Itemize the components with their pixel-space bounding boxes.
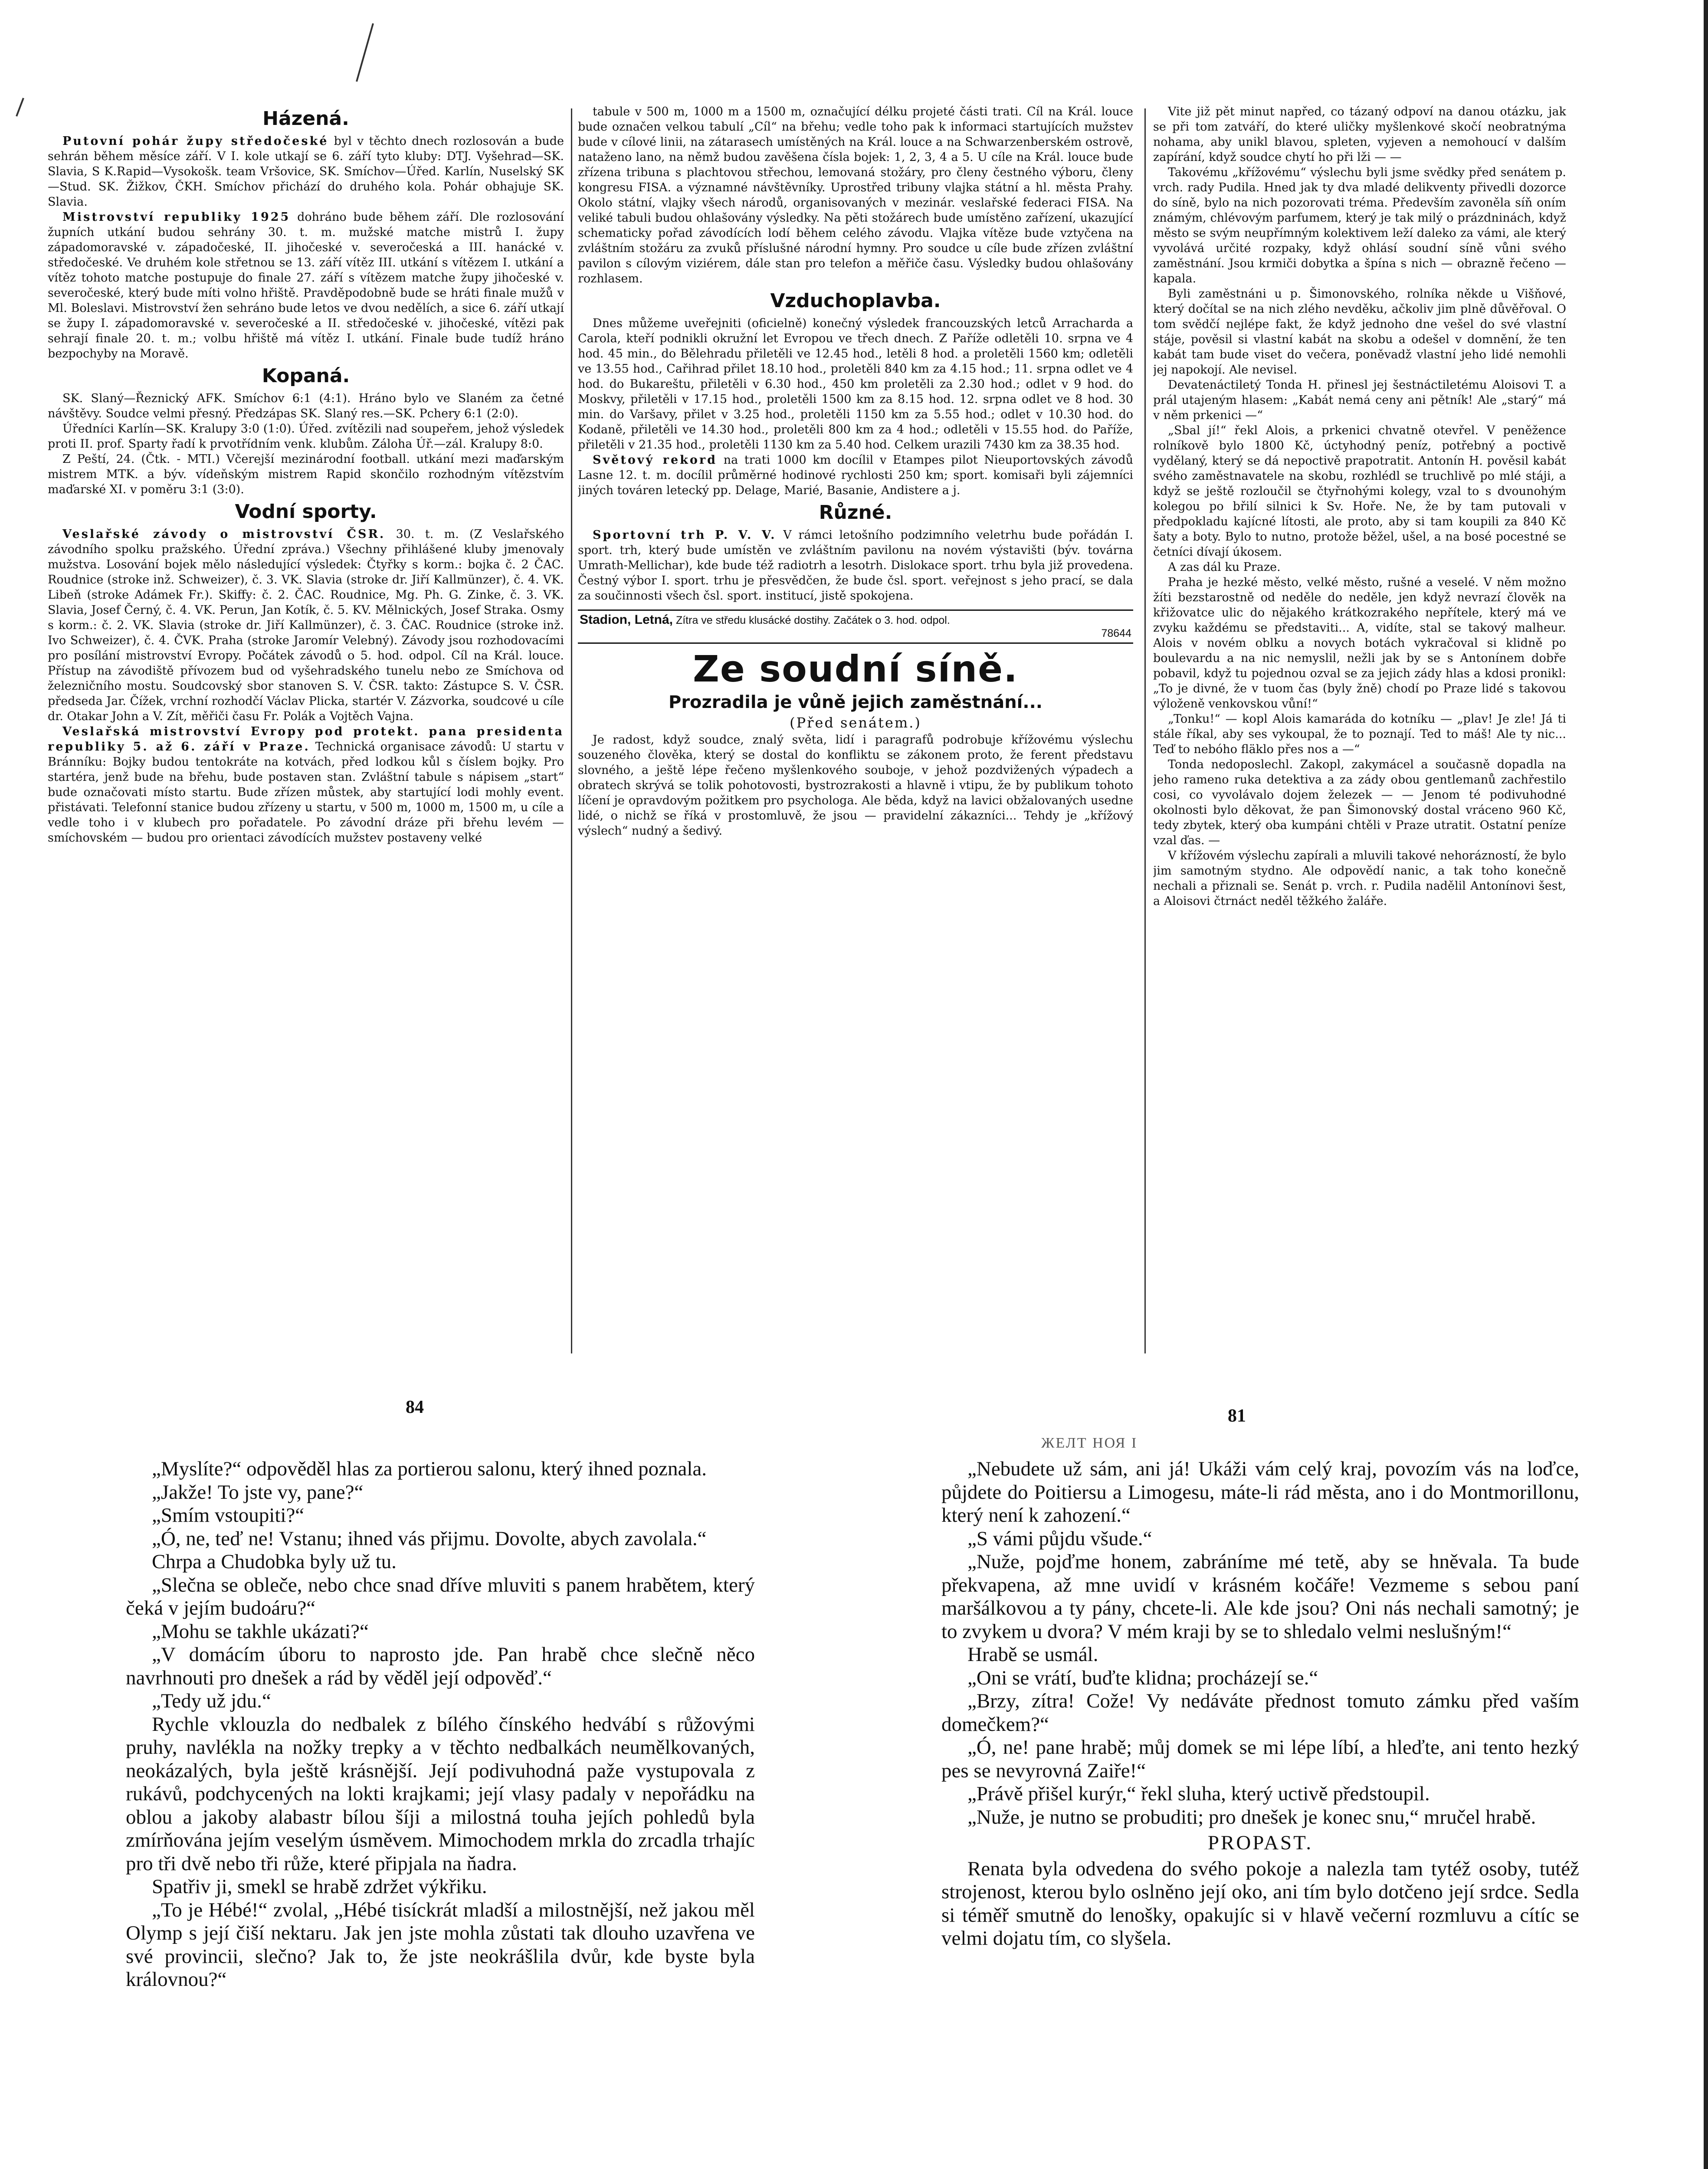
- article-paragraph: SK. Slaný—Řeznický AFK. Smíchov 6:1 (4:1). Hráno bylo ve Slaném za četné návštěvy. Soudce velmi přesný. Předzápas SK. Slaný res.—SK. Pchery 6:1 (2:0).: [48, 392, 564, 420]
- book-paragraph: „Smím vstoupiti?“: [152, 1504, 305, 1527]
- article-paragraph: Byli zaměstnáni u p. Šimonovského, rolníka někde u Višňové, který dočítal se na nich zlého nevděku, ačkoliv jim plně důvěřoval. O tom svědčí nejlépe fakt, že když jednoho dne vešel do své vlastní stáje, pověsil si vlastní kabát na skobu a odešel v domnění, že ten kabát tam bude viset do večera, poněvadž vlastní jeho lidé nemohli jej napokojí. Ale nevisel.: [1153, 287, 1566, 377]
- article-paragraph: Dnes můžeme uveřejniti (oficielně) konečný výsledek francouzských letců Arracharda a Carola, kteří podnikli okružní let Evropou ve třech dnech. Z Paříže odletěli 10. srpna ve 4 hod. 45 min., do Bělehradu přiletěli ve 12.45 hod., letěli 8 hod. a proletěli 1560 km; odletěli ve 13.55 hod., Cařihrad přilet 18.10 hod., proletěli 840 km za 4.15 hod.; 11. srpna odlet ve 4 hod. do Bukareštu, přiletěli v 6.30 hod., 450 km proletěli za 2.30 hod.; odlet v 9 hod. do Moskvy, přiletěli v 17.15 hod., proletěli 1500 km za 8.15 hod. 12. srpna odlet ve 8 hod. 30 min. do Varšavy, přilet v 3.25 hod., proletěli 1150 km za 5.55 hod.; odlet v 10.30 hod. do Kodaně, přiletěli ve 14.30 hod., proletěli 800 km za 4 hod.; odletěli v 15.55 hod. do Paříže, přiletěli v 21.35 hod., proletěli 1130 km za 5.40 hod. Celkem urazili 7430 km za 38.35 hod.: [578, 317, 1133, 452]
- book-paragraph: „Jakže! To jste vy, pane?“: [152, 1481, 364, 1504]
- article-text: na trati 1000 km docílil v Etampes pilot Nieuportovských závodů Lasne 12. t. m. docílil průměrné hodinové rychlosti 250 km; sport. komisaři byli zájemníci jiných továren letecký pp. Delage, Marié, Basanie, Andistere a j.: [578, 453, 1133, 497]
- book-paragraph: „Brzy, zítra! Cože! Vy nedáváte přednost tomuto zámku před vaším domečkem?“: [941, 1690, 1579, 1736]
- book-paragraph: Spatřiv ji, smekl se hrabě zdržet výkřiku.: [152, 1875, 487, 1898]
- scan-edge: [1704, 0, 1708, 2169]
- article-lead: Veslařská mistrovství Evropy pod protekt. pana presidenta republiky 5. až 6. září v Praze.: [48, 725, 564, 754]
- article-paragraph: [578, 528, 1133, 603]
- article-text: 30. t. m. (Z Veslařského závodního spolku pražského. Úřední zpráva.) Všechny přihlášené kluby jmenovaly mužstva. Losování bojek mělo následující výsledek: Čtyřky s korm.: bojka č. 2 ČAC. Roudnice (stroke inž. Schweizer), č. 3. VK. Slavia (stroke dr. Jiří Kallmünzer), č. 4. VK. Libeň (stroke Adámek Fr.). Skiffy: č. 2. ČAC. Roudnice, Mg. Ph. G. Zinke, č. 3. VK. Slavia, Josef Černý, č. 4. VK. Perun, Jan Kotík, č. 5. KV. Mělnických, Josef Straka. Osmy s korm.: č. 2. VK. Slavia (stroke dr. Jiří Kallmünzer), č. 3. ČAC. Roudnice (stroke inž. Ivo Schweizer), č. 4. ČVK. Praha (stroke Jaromír Velebný). Závody jsou rozhodovacími pro posílání mistrovství Evropy. Počátek závodů o 5. hod. odpol. Cíl na Král. louce. Přístup na závodiště přívozem bud od vyšehradského tunelu nebo ze Smíchova od železničního mostu. Soudcovský sbor stanoven S. V. ČSR. takto: Zástupce S. V. ČSR. předseda Jar. Čížek, vrchní rozhodčí Václav Plicka, startér V. Zázvorka, soudcové u cíle dr. Otakar John a V. Zít, měřiči času Fr. Polák a Vojtěch Vajna.: [48, 528, 564, 723]
- article-paragraph: V křížovém výslechu zapírali a mluvili takové nehorázností, že bylo jim samotným stydno. Ale odpovědí nanic, a tak toho konečně nechali a přiznali se. Senát p. vrch. r. Pudila nadělil Antonínovi šest, a Aloisovi čtrnáct neděl těžkého žaláře.: [1153, 849, 1566, 908]
- article-paragraph: [48, 527, 564, 724]
- article-paragraph: Vite již pět minut napřed, co tázaný odpoví na danou otázku, jak se při tom zatváří, do které uličky myšlenkové skočí neobratnýma nohama, aby unikl blavou, spleten, vyjeven a nemohoucí v dalším zapírání, když soudce chytí ho při lži — —: [1153, 105, 1566, 164]
- heading-ruzne: Různé.: [819, 501, 892, 524]
- article-paragraph: [48, 210, 564, 361]
- article-text: Technická organisace závodů: U startu v Bránníku: Bojky budou tentokráte na kotvách, před lodkou kůl s číslem bojky. Pro startéra, jenž bude na břehu, bude postaven stan. Zvláštní tabule s nápisem „start“ bude označovati místo startu. Bude zřízen můstek, aby startující lodi mohly event. přistávati. Telefonní stanice budou zřízeny u startu, v 500 m, 1000 m, 1500 m, u cíle a vedle toho i v klubech pro pořadatele. Po závodní dráze při břehu levém — smíchovském — budou pro orientaci závodících mužstev postaveny velké: [48, 740, 564, 845]
- article-text: byl v těchto dnech rozlosován a bude sehrán během měsíce září. V I. kole utkají se 6. září tyto kluby: DTJ. Vyšehrad—SK. Slavia, S K.Rapid—Vysokošk. team Vršovice, SK. Smíchov—Úřed. Karlín, Nuselský SK—Stud. SK. Žižkov, ČKH. Smíchov přichází do druhého kola. Pohár obhajuje SK. Slavia.: [48, 134, 564, 209]
- book-paragraph: Hrabě se usmál.: [967, 1643, 1098, 1666]
- heading-hazena: Házená.: [262, 108, 349, 130]
- page-number-left: 84: [406, 1397, 424, 1417]
- book-paragraph: „Oni se vrátí, buďte klidna; procházejí se.“: [967, 1666, 1318, 1689]
- article-paragraph: A zas dál ku Praze.: [1168, 560, 1281, 574]
- court-subtitle-senate: (Před senátem.): [790, 714, 921, 731]
- book-paragraph: „Myslíte?“ odpověděl hlas za portierou salonu, který ihned poznala.: [152, 1458, 707, 1480]
- column-sports-1: [48, 104, 564, 1379]
- court-subtitle: Prozradila je vůně jejich zaměstnání...: [669, 692, 1043, 712]
- book-paragraph: Rychle vklouzla do nedbalek z bílého čínského hedvábí s růžovými pruhy, navlékla na nožky trepky a v těchto nedbalkách neumělkovaných, neokázalých, byla ještě krásnější. Její podivuhodná paže vystupovala z rukávů, podchycených na lokti krajkami; její vlasy padaly v nepořádku na oblou a jakoby alabastr bílou šíji a milostná touha jejích pohledů byla zmírňována jejím veselým úsměvem. Mimochodem mrkla do zrcadla trhajíc pro tři dvě nebo tři růže, které připjala na ňadra.: [126, 1713, 755, 1875]
- book-paragraph: Chrpa a Chudobka byly už tu.: [152, 1550, 397, 1573]
- article-paragraph: Praha je hezké město, velké město, rušné a veselé. V něm možno žíti bezstarostně od neděle do neděle, jen když nevrazí člověk na křižovatce ulic do nějakého krátkozrakého nepřítele, který má ve zvyku každému se představiti... A, vidíte, stal se takový malheur. Alois v novém oblku a novych botách vykračoval si klidně po boulevardu a na nic nemyslil, nežli jak by se s Antonínem dobře pobavil, když tu pojednou ozval se za jejich zády hlas a kdosi pronikl: „To je divné, že v tuom čas (byly žně) chodí po Praze lidé s takovou výloženě venkovskou vůní!“: [1153, 576, 1566, 711]
- book-paragraph: „To je Hébé!“ zvolal, „Hébé tisíckrát mladší a milostnější, než jakou měl Olymp s její čiší nektaru. Jak jen jste mohla zůstati tak dlouho uzavřena ve své provincii, slečno? Jak to, že jste neokrášlila dvůr, kde byste byla královnou?“: [126, 1898, 755, 1991]
- book-paragraph: „Nebudete už sám, ani já! Ukáži vám celý kraj, povozím vás na loďce, půjdete do Poitiersu a Limogesu, máte-li rád města, ano i do Montmorillonu, který není k zahození.“: [941, 1458, 1579, 1527]
- advert-title: Stadion, Letná,: [580, 613, 673, 627]
- book-paragraph: Renata byla odvedena do svého pokoje a nalezla tam tytéž osoby, tutéž strojenost, kterou bylo oslněno její oko, ani tím bylo dotčeno její srdce. Sedla si téměř smutně do lenošky, opakujíc si v hlavě večerní rozmluvu a cítíc se velmi dojatu tím, co slyšela.: [941, 1857, 1579, 1949]
- book-paragraph: „Mohu se takhle ukázati?“: [152, 1620, 369, 1643]
- advert-text: [580, 613, 1131, 627]
- advert-body: Zítra ve středu klusácké dostihy. Začátek o 3. hod. odpol.: [675, 614, 950, 626]
- article-paragraph: Takovému „křížovému“ výslechu byli jsme svědky před senátem p. vrch. rady Pudila. Hned jak ty dva mladé delikventy přivedli dozorce do síně, bylo na nich pozorovati tréma. Především zavoněla síň oním známým, chlévovým parfumem, který je tak milý o prázdninách, když město se svým neupřímným kolektivem leží daleko za vámi, ale který vyvolává určité rozpaky, když ohlásí soudní síně vůni svého zaměstnání. Jsou krmiči dobytka a špína s nich — obrazně řečeno — kapala.: [1153, 166, 1566, 285]
- article-paragraph: Tonda nedoposlechl. Zakopl, zakymácel a současně dopadla na jeho rameno ruka detektiva a za zády obou gentlemanů zachřestilo cosi, co vyvolávalo dojem železek — — Jenom té podivuhodné okolnosti bylo děkovat, že pan Šimonovský dostal vráceno 960 Kč, tedy zbytek, který oba kumpáni chtěli v Praze utratit. Ostatní peníze vzal ďas. —: [1153, 758, 1566, 847]
- newspaper-clipping: [48, 104, 1566, 1379]
- article-lead: Mistrovství republiky 1925: [62, 210, 291, 224]
- book-page-right: [941, 1458, 1579, 1950]
- page-number-right: 81: [1228, 1406, 1246, 1426]
- pen-stroke-mark: [351, 21, 377, 86]
- article-paragraph: „Tonku!“ — kopl Alois kamaráda do kotníku — „plav! Je zle! Já ti stále říkal, aby ses vykoupal, že to poznají. Ted to máš! Ale ty nic... Teď to nebóho fläklo přes nos a —“: [1153, 712, 1566, 756]
- article-paragraph: tabule v 500 m, 1000 m a 1500 m, označující délku projeté části trati. Cíl na Král. louce bude označen velkou tabulí „Cíl“ na břehu; vedle toho pak k informaci startujících mužstev bude v cílové linii, na zátarasech umístěných na Král. louce a na Schwarzenberském ostrově, nataženo lano, na němž budou zavěšena čísla bojek: 1, 2, 3, 4 a 5. U cíle na Král. louce bude zřízena tribuna s plachtovou střechou, lemovaná stožáry, pro členy čestného výboru, členy kongresu FISA. a významné návštěvníky. Uprostřed tribuny vlajka státní a hl. města Prahy. Okolo státní, vlajky všech národů, organisovaných v mezinár. veslařské federaci FISA. Na veliké tabuli budou ohlašovány výsledky. Na pěti stožárech bude umístěno zařízení, ukazující schematicky pořad závodících lodí během celého závodu. Vlajka vítěze bude vztyčena na zvláštním stožáru za zvuků příslušné národní hymny. Pro soudce u cíle bude zřízen zvláštní pavilon s cílovým viziérem, dále stan pro telefon a měřiče času. Výsledky budou ohlašovány rozhlasem.: [578, 105, 1133, 285]
- article-lead: Sportovní trh P. V. V.: [593, 528, 777, 542]
- heading-ze-soudni-sine: Ze soudní síně.: [692, 648, 1019, 690]
- book-paragraph: „Právě přišel kurýr,“ řekl sluha, který uctivě předstoupil.: [967, 1782, 1430, 1805]
- book-paragraph: „Tedy už jdu.“: [152, 1690, 271, 1712]
- advert-stadion-letna: [578, 609, 1133, 644]
- article-paragraph: [578, 452, 1133, 498]
- advert-code: 78644: [1101, 627, 1131, 639]
- book-paragraph: „Nuže, je nutno se probuditi; pro dnešek je konec snu,“ mručel hrabě.: [967, 1805, 1536, 1828]
- article-paragraph: Úředníci Karlín—SK. Kralupy 3:0 (1:0). Úřed. zvítězili nad soupeřem, jehož výsledek proti II. prof. Sparty řadí k prvotřídním venk. klubům. Záloha Úř.—zál. Kralupy 8:0.: [48, 422, 564, 451]
- book-paragraph: „Slečna se obleče, nebo chce snad dříve mluviti s panem hrabětem, který čeká v jejím budoáru?“: [126, 1573, 755, 1619]
- faded-stamp: ЖЕЛТ НОЯ I: [1041, 1435, 1138, 1451]
- heading-vodni-sporty: Vodní sporty.: [235, 501, 377, 523]
- article-lead: Veslařské závody o mistrovství ČSR.: [62, 528, 386, 541]
- heading-vzduchoplavba: Vzduchoplavba.: [770, 290, 941, 312]
- book-paragraph: „Nuže, pojďme honem, zabráníme mé tetě, aby se hněvala. Ta bude překvapena, až mne uvidí v krásném kočáře! Vezmeme s sebou paní maršálkovou a ty pány, chcete-li. Ale kde jsou? Oni nás nechali samotný; je to zvykem u dvora? V mém kraji by se to shledalo velmi neslušným!“: [941, 1550, 1579, 1643]
- article-text: dohráno bude během září. Dle rozlosování župních utkání budou sehrány 30. t. m. mužské matche mistrů I. župy západomoravské v. západočeské, II. jihočeské v. severočeská a III. hanácké v. středočeské. Ve druhém kole střetnou se 13. září vítěz III. utkání s vítězem I. utkání a vítěz tohoto matche postupuje do finale 27. září s vítězem matche župy jihočeské v. severočeské, který bude míti volno hřiště. Pravděpodobně bude se hráti finale mužů v Ml. Boleslavi. Mistrovství žen sehráno bude letos ve dvou nedělích, a sice 6. září utkají se župy I. západomoravské v. severočeské a II. středočeské v. jihočeské, vítězi pak sehrají finale 20. t. m.; volbu hřiště má vítěz I. utkání. Finale bude tudíž hráno bezpochyby na Moravě.: [48, 210, 564, 360]
- book-page-left: [126, 1458, 755, 1992]
- article-lead: Putovní pohár župy středočeské: [62, 134, 329, 148]
- article-paragraph: „Sbal jí!“ řekl Alois, a prkenici chvatně otevřel. V peněžence rolníkově bylo 1800 Kč, úctyhodný peníz, potřebný a poctivě vydělaný, který se dá nepoctivě prapotratit. Antonín H. pověsil kabát svého zaměstnavatele na skobu, rozhlédl se truchlivě po mlé stáji, a když se ještě rozloučil se čtyřnohými kolegy, vzal to s dvounohým kolegou po břilí silnici k Sv. Hoře. Ne, že by tam putovali v předpokladu kajícné lítosti, ale proto, aby si tam koupili za 840 Kč šaty a boty. Bylo to nutno, protože běžel, ušel, a na bosé pocestné se četníci dívají úkosem.: [1153, 424, 1566, 559]
- article-paragraph: [48, 724, 564, 845]
- article-paragraph: Z Peští, 24. (Čtk. - MTI.) Včerejší mezinárodní football. utkání mezi maďarským mistrem MTK. a býv. vídeňským mistrem Rapid skončilo rozhodným vítězstvím maďarské XI. v poměru 3:1 (3:0).: [48, 452, 564, 496]
- book-paragraph: „V domácím úboru to naprosto jde. Pan hrabě chce slečně něco navrhnouti pro dnešek a rád by věděl její odpověď.“: [126, 1643, 755, 1689]
- column-court-report: [1153, 104, 1566, 1379]
- pen-tick-mark: [10, 95, 28, 121]
- column-sports-2: [578, 104, 1133, 1379]
- book-paragraph: „Ó, ne, teď ne! Vstanu; ihned vás přijmu. Dovolte, abych zavolala.“: [152, 1527, 707, 1550]
- article-paragraph: Je radost, když soudce, znalý světa, lidí i paragrafů podrobuje křížovému výslechu souzeného člověka, který se dostal do konfliktu se zákonem proto, že ferent představu slovného, a ještě lépe řečeno myšlenkového souboje, v jehož pozdvižených výpadech a obratech skrývá se tolik pohotovosti, bystrozrakosti a hlavně i vtipu, že by publikum tohoto líčení je opravdovým požitkem pro psychologa. Ale běda, když na lavici obžalovaných usedne lidé, o nichž se říká v prostomluvě, že jsou — pravidelní zákazníci... Tehdy je „křížový výslech“ nudný a šedivý.: [578, 733, 1133, 838]
- article-paragraph: Devatenáctiletý Tonda H. přinesl jej šestnáctiletému Aloisovi T. a prál utajeným hlasem: „Kabát nemá ceny ani pětník! Ale „starý“ má v něm prkenici —“: [1153, 378, 1566, 422]
- article-paragraph: [48, 134, 564, 210]
- section-heading: PROPAST.: [1207, 1832, 1313, 1854]
- book-paragraph: „S vámi půjdu všude.“: [967, 1527, 1152, 1550]
- article-lead: Světový rekord: [593, 453, 717, 467]
- book-paragraph: „Ó, ne! pane hrabě; můj domek se mi lépe líbí, a hleďte, ani tento hezký pes se nevyrovná Zaiře!“: [941, 1736, 1579, 1782]
- heading-kopana: Kopaná.: [262, 365, 350, 387]
- article-text: V rámci letošního podzimního veletrhu bude pořádán I. sport. trh, který bude umístěn ve zvláštním pavilonu na novém výstavišti (býv. továrna Umrath-Mellichar), kde bude též radiotrh a lesotrh. Dislokace sport. trhu byla již provedena. Čestný výbor I. sport. trhu je přesvědčen, že bude čsl. sport. veřejnost s jeho prací, se dala za součinnosti všech čsl. sport. institucí, jistě spokojena.: [578, 528, 1133, 603]
